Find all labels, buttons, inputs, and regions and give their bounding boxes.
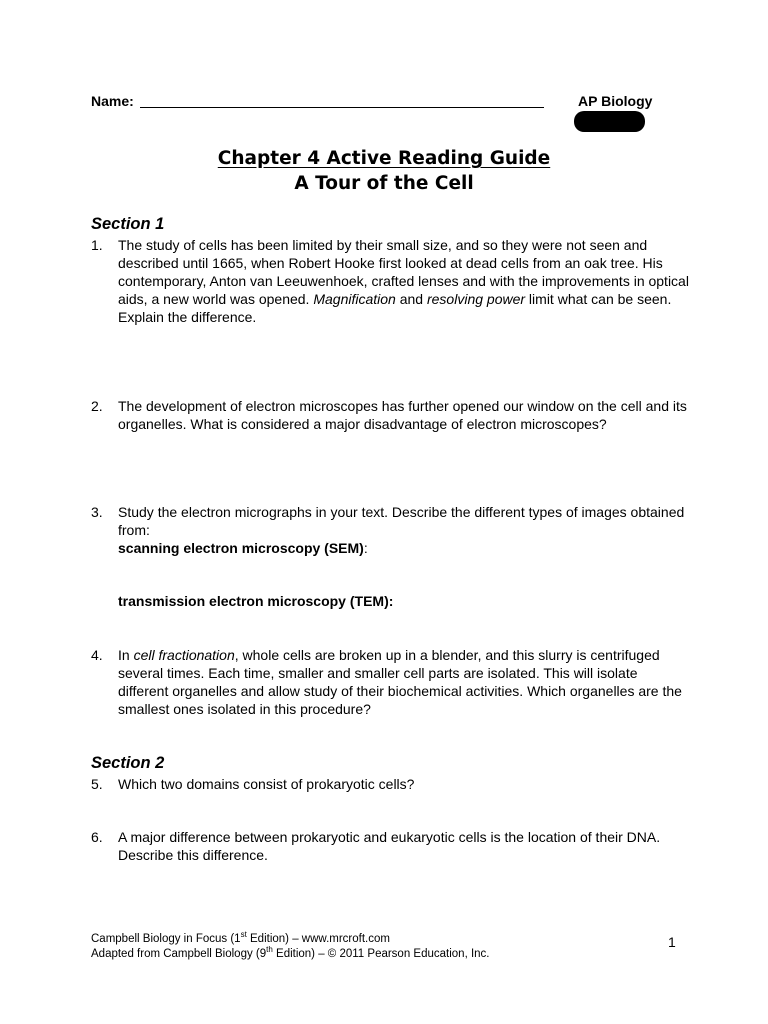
section-1-heading: Section 1: [91, 215, 165, 233]
section-2-heading: Section 2: [91, 754, 165, 772]
question-text: In cell fractionation, whole cells are broken up in a blender, and this slurry is centrifuged several times. Each time, smaller and smaller cell parts are isolated. This will isolate different organelles and allow study of their biochemical activities. Which organelles are the smallest ones isolated in this procedure?: [118, 647, 682, 717]
question-number: 1.: [91, 237, 103, 253]
question-1: [91, 236, 691, 326]
course-label: AP Biology: [578, 93, 653, 109]
question-text: The development of electron microscopes has further opened our window on the cell and its organelles. What is considered a major disadvantage of electron microscopes?: [118, 398, 687, 432]
question-5: [91, 775, 691, 793]
question-number: 4.: [91, 647, 103, 663]
question-text: The study of cells has been limited by their small size, and so they were not seen and described until 1665, when Robert Hooke first looked at dead cells from an oak tree. His contemporary, Anton van Leeuwenhoek, crafted lenses and with the improvements in optical aids, a new world was opened. Magnification and resolving power limit what can be seen. Explain the difference.: [118, 237, 689, 325]
question-text: Study the electron micrographs in your text. Describe the different types of images obtained from:: [118, 504, 685, 538]
name-label: Name:: [91, 93, 134, 109]
sem-label: scanning electron microscopy (SEM):: [118, 540, 368, 556]
name-field-line[interactable]: [140, 92, 544, 108]
page-subtitle: A Tour of the Cell: [294, 173, 474, 194]
page-title: Chapter 4 Active Reading Guide: [217, 148, 551, 169]
question-text: A major difference between prokaryotic and eukaryotic cells is the location of their DNA. Describe this difference.: [118, 829, 661, 863]
question-2: [91, 397, 691, 433]
redaction-mark: [574, 111, 645, 132]
page-number: 1: [668, 934, 676, 950]
question-number: 5.: [91, 776, 103, 792]
question-3: [91, 503, 691, 539]
footer-credit-2: Adapted from Campbell Biology (9th Edition) – © 2011 Pearson Education, Inc.: [91, 945, 490, 960]
question-number: 3.: [91, 504, 103, 520]
question-text: Which two domains consist of prokaryotic cells?: [118, 776, 415, 792]
question-4: [91, 646, 691, 718]
question-6: [91, 828, 691, 864]
question-number: 6.: [91, 829, 103, 845]
question-number: 2.: [91, 398, 103, 414]
tem-label: transmission electron microscopy (TEM):: [118, 593, 394, 609]
footer-credit-1: Campbell Biology in Focus (1st Edition) – www.mrcroft.com: [91, 930, 390, 945]
